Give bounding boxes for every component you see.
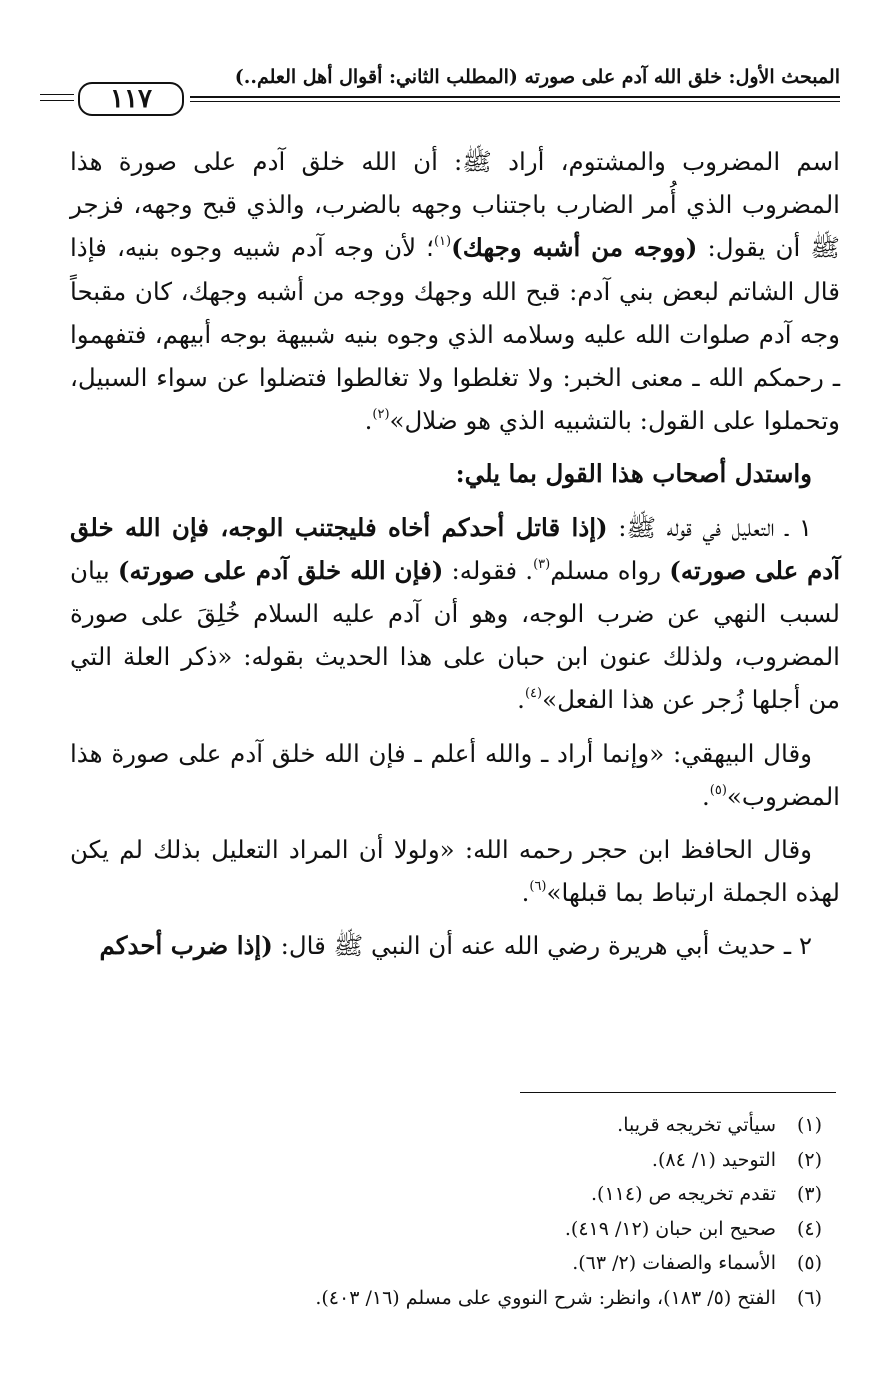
paragraph (70, 140, 840, 442)
paragraph (70, 506, 840, 722)
footnote-ref: (١) (433, 234, 452, 250)
heading-text: واستدل أصحاب هذا القول بما يلي: (455, 459, 812, 489)
footnote-number: (٢) (796, 1148, 822, 1171)
header-rule (190, 101, 840, 102)
paragraph (70, 924, 840, 967)
footnote-number: (٣) (796, 1183, 822, 1206)
footnotes (70, 1108, 840, 1316)
text-run: . (517, 685, 525, 715)
footnote-number: (١) (796, 1114, 822, 1136)
text-run: . (521, 878, 530, 908)
text-run: وقال الحافظ ابن حجر رحمه الله: «ولولا أن المراد التعليل بذلك لم يكن لهذه الجملة ارتباط بما قبلها» (70, 835, 840, 908)
text-run: بيان لسبب النهي عن ضرب الوجه، وهو أن آدم عليه السلام خُلِقَ على صورة المضروب، ولذلك عنون ابن حبان على هذا الحديث بقوله: «ذكر العلة التي من أجلها زُجر عن هذا الفعل» (70, 555, 840, 715)
footnote-number: (٤) (796, 1217, 822, 1240)
hadith-quote: (فإن الله خلق آدم على صورته) (117, 555, 444, 585)
text-run: اسم المضروب والمشتوم، أراد ﷺ: أن الله خلق آدم على صورة هذا المضروب الذي أُمر الضارب باجتناب وجهه بالضرب، والذي قبح وجهه، فزجر ﷺ أن يقول: (70, 147, 840, 263)
paragraph (70, 732, 840, 818)
footnote (70, 1281, 840, 1316)
hadith-quote: (إذا ضرب أحدكم (99, 931, 273, 961)
footnote-ref: (٥) (709, 782, 727, 798)
footnote-text: الأسماء والصفات (٢/ ٦٣). (572, 1252, 776, 1275)
footnote-separator (520, 1092, 836, 1093)
text-run: . (701, 781, 710, 811)
hadith-quote: (إذا قاتل أحدكم أخاه فليجتنب الوجه، فإن الله خلق آدم على صورته) (70, 512, 840, 585)
footnote-number: (٥) (796, 1252, 822, 1275)
footnote-ref: (٦) (529, 879, 547, 895)
header-rule (40, 94, 74, 95)
footnote-number: (٦) (796, 1286, 822, 1309)
footnote (70, 1108, 840, 1143)
footnote-text: سيأتي تخريجه قريبا. (617, 1114, 776, 1136)
page-number: ١١٧ (78, 82, 184, 116)
footnote (70, 1246, 840, 1281)
section-heading (70, 452, 840, 495)
footnote-text: الفتح (٥/ ١٨٣)، وانظر: شرح النووي على مسلم (١٦/ ٤٠٣). (315, 1286, 776, 1309)
footnote (70, 1177, 840, 1212)
footnote-ref: (٢) (372, 407, 390, 423)
hadith-quote: (ووجه من أشبه وجهك) (451, 233, 698, 263)
text-run: . (364, 406, 373, 436)
footnote-text: تقدم تخريجه ص (١١٤). (591, 1183, 776, 1206)
text-run: ؛ لأن وجه آدم شبيه وجوه بنيه، فإذا قال الشاتم لبعض بني آدم: قبح الله وجهك ووجه من أشبه وجهك، كان مقبحاً وجه آدم صلوات الله عليه وسلامه الذي وجوه بنيه شبيهة بوجه أبيهم، فتفهموا ـ رحمكم الله ـ معنى الخبر: ولا تغلطوا ولا تغالطوا فتضلوا عن سواء السبيل، وتحملوا على القول: بالتشبيه الذي هو ضلال» (70, 233, 840, 436)
text-run: ٢ ـ حديث أبي هريرة رضي الله عنه أن النبي ﷺ قال: (272, 931, 812, 961)
footnote-text: صحيح ابن حبان (١٢/ ٤١٩). (564, 1217, 776, 1240)
main-text (70, 140, 840, 968)
paragraph (70, 828, 840, 914)
running-title: المبحث الأول: خلق الله آدم على صورته (المطلب الثاني: أقوال أهل العلم..) (234, 66, 840, 88)
footnote-ref: (٤) (524, 686, 543, 702)
header-rule (190, 96, 840, 98)
text-run: رواه مسلم (550, 555, 670, 585)
footnote-text: التوحيد (١/ ٨٤). (651, 1148, 776, 1171)
footnote (70, 1143, 840, 1178)
text-run: وقال البيهقي: «وإنما أراد ـ والله أعلم ـ فإن الله خلق آدم على صورة هذا المضروب» (70, 738, 840, 811)
footnote-ref: (٣) (533, 556, 551, 572)
text-run: . فقوله: (443, 555, 534, 585)
text-run: ١ ـ التعليل في قوله ﷺ: (607, 512, 812, 542)
footnote (70, 1212, 840, 1247)
page-header (40, 60, 840, 122)
header-rule (40, 100, 74, 101)
